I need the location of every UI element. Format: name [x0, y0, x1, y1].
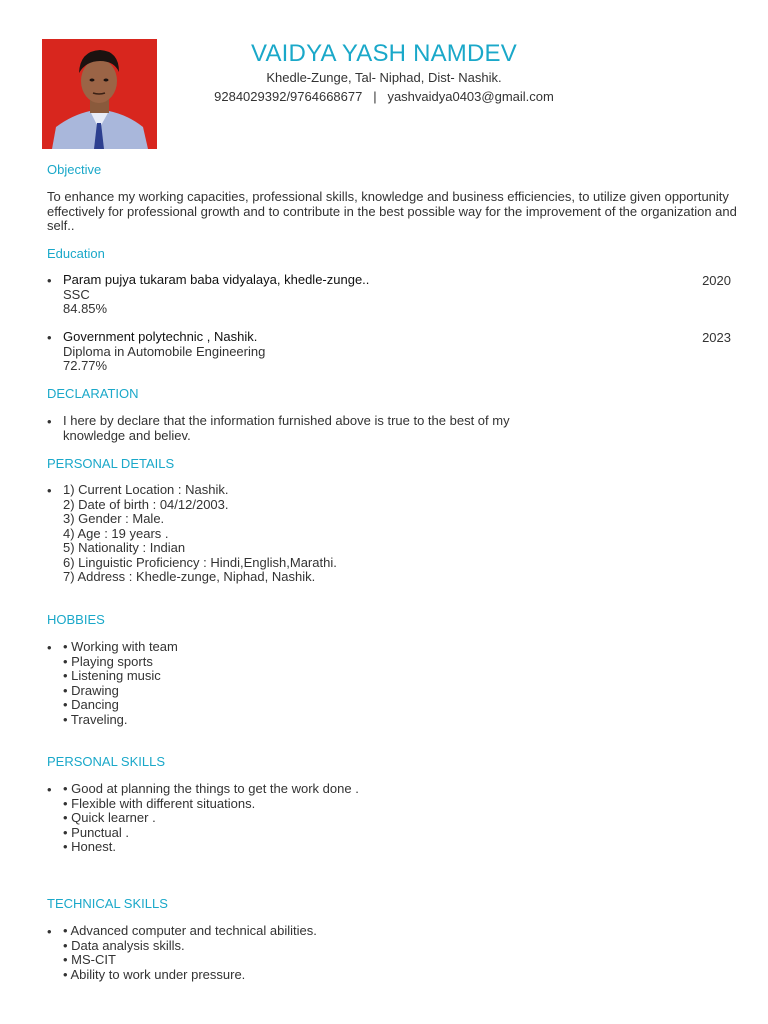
- personal-details-list: [63, 483, 337, 585]
- personal-detail-line: 6) Linguistic Proficiency : Hindi,English,Marathi.: [63, 554, 337, 570]
- hobby-item: • Working with team: [63, 639, 178, 654]
- hobby-item: • Listening music: [63, 668, 161, 683]
- contact-line: [0, 89, 768, 104]
- candidate-name: VAIDYA YASH NAMDEV: [251, 40, 517, 67]
- technical-skill-item: • Data analysis skills.: [63, 937, 185, 953]
- education-degree: SSC: [63, 286, 90, 302]
- hobby-item: • Traveling.: [63, 711, 128, 727]
- candidate-address: Khedle-Zunge, Tal- Niphad, Dist- Nashik.: [266, 70, 502, 85]
- phone-number: 9284029392/9764668677: [214, 89, 363, 104]
- hobby-item: • Drawing: [63, 682, 119, 698]
- technical-skills-title: TECHNICAL SKILLS: [47, 896, 168, 911]
- personal-skill-item: • Flexible with different situations.: [63, 795, 256, 811]
- email-address: yashvaidya0403@gmail.com: [387, 89, 554, 104]
- education-title: Education: [47, 246, 105, 261]
- objective-text: To enhance my working capacities, professional skills, knowledge and business efficiencies, to utilize given opportunity effectively for professional growth and to contribute in the best possible way for the improvement of the organization and self..: [47, 189, 737, 233]
- hobbies-list: [63, 640, 178, 727]
- list-bullet: •: [47, 273, 52, 288]
- hobby-item: • Dancing: [63, 697, 119, 712]
- education-score: 84.85%: [63, 301, 108, 316]
- declaration-text: [63, 414, 510, 443]
- personal-skill-item: • Honest.: [63, 839, 116, 854]
- technical-skill-item: • Ability to work under pressure.: [63, 966, 246, 982]
- education-score: 72.77%: [63, 358, 108, 373]
- objective-title: Objective: [47, 162, 102, 177]
- personal-detail-line: 1) Current Location : Nashik.: [63, 482, 229, 497]
- personal-detail-line: 4) Age : 19 years .: [63, 525, 169, 541]
- education-year: 2023: [702, 330, 731, 345]
- personal-detail-line: 3) Gender : Male.: [63, 511, 165, 526]
- list-bullet: •: [47, 782, 52, 797]
- list-bullet: •: [47, 640, 52, 655]
- contact-separator: |: [373, 89, 377, 104]
- technical-skills-list: [63, 924, 317, 982]
- technical-skill-item: • MS-CIT: [63, 952, 116, 967]
- personal-detail-line: 7) Address : Khedle-zunge, Niphad, Nashik.: [63, 569, 316, 584]
- personal-skill-item: • Good at planning the things to get the work done .: [63, 781, 359, 796]
- personal-skills-title: PERSONAL SKILLS: [47, 754, 166, 769]
- list-bullet: •: [47, 330, 52, 345]
- declaration-line: I here by declare that the information furnished above is true to the best of my: [63, 413, 510, 428]
- education-degree: Diploma in Automobile Engineering: [63, 343, 266, 359]
- hobbies-title: HOBBIES: [47, 612, 105, 627]
- personal-detail-line: 5) Nationality : Indian: [63, 540, 186, 555]
- list-bullet: •: [47, 483, 52, 498]
- list-bullet: •: [47, 924, 52, 939]
- declaration-line: knowledge and believ.: [63, 427, 191, 443]
- education-institution: Government polytechnic , Nashik.: [63, 329, 258, 344]
- list-bullet: •: [47, 414, 52, 429]
- education-year: 2020: [702, 273, 731, 288]
- personal-skills-list: [63, 782, 359, 855]
- hobby-item: • Playing sports: [63, 653, 153, 669]
- education-institution: Param pujya tukaram baba vidyalaya, khedle-zunge..: [63, 272, 370, 287]
- declaration-title: DECLARATION: [47, 386, 139, 401]
- education-item: [63, 330, 265, 374]
- personal-details-title: PERSONAL DETAILS: [47, 456, 175, 471]
- personal-skill-item: • Punctual .: [63, 824, 129, 840]
- education-item: [63, 273, 369, 317]
- personal-detail-line: 2) Date of birth : 04/12/2003.: [63, 496, 229, 512]
- technical-skill-item: • Advanced computer and technical abilities.: [63, 923, 317, 938]
- personal-skill-item: • Quick learner .: [63, 810, 156, 825]
